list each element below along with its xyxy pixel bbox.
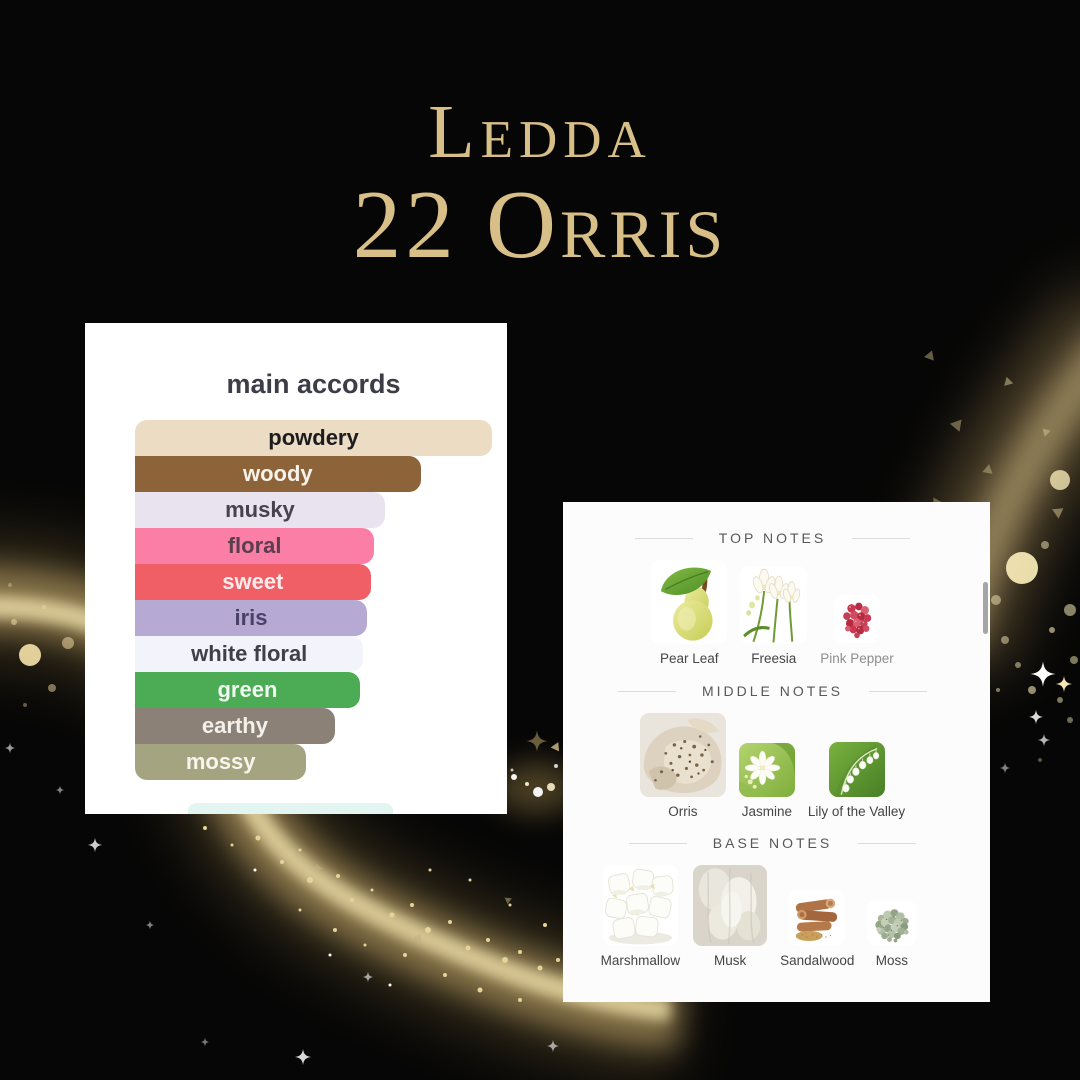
- marshmallow-icon: [603, 865, 678, 946]
- accord-bar-floral: [135, 528, 374, 564]
- accord-bar-powdery: [135, 420, 492, 456]
- note-label: Marshmallow: [600, 953, 681, 968]
- note-item-sandalwood: [780, 890, 854, 968]
- accord-bar-white-floral: [135, 636, 363, 672]
- accords-bar-chart: [135, 420, 492, 780]
- section-title: MIDDLE NOTES: [701, 683, 843, 699]
- note-label: Pink Pepper: [820, 651, 894, 666]
- header-divider: [858, 843, 916, 844]
- note-item-moss: [867, 900, 916, 968]
- accord-label: musky: [225, 497, 295, 522]
- section-title: TOP NOTES: [718, 530, 827, 546]
- header-divider: [869, 691, 927, 692]
- note-label: Pear Leaf: [659, 651, 719, 666]
- note-label: Orris: [668, 804, 698, 819]
- base-notes-header: [563, 835, 982, 851]
- note-item-marshmallow: [601, 865, 681, 968]
- note-label: Musk: [713, 953, 747, 968]
- accord-label: earthy: [201, 713, 268, 738]
- top-notes-row: [563, 560, 982, 666]
- note-item-freesia: [740, 566, 807, 666]
- note-label: Lily of the Valley: [807, 804, 906, 819]
- note-item-pink-pepper: [820, 595, 894, 666]
- partial-next-accord-bar: [188, 803, 393, 814]
- header-divider: [618, 691, 676, 692]
- brand-name: Ledda: [428, 90, 652, 174]
- accord-bar-earthy: [135, 708, 335, 744]
- accord-label: iris: [234, 605, 268, 630]
- base-notes-section: [563, 835, 982, 968]
- note-label: Sandalwood: [780, 953, 855, 968]
- notes-scrollbar-thumb[interactable]: [983, 582, 988, 634]
- lily-of-the-valley-icon: [829, 742, 885, 797]
- musk-icon: [693, 865, 767, 946]
- product-name: 22 Orris: [352, 171, 728, 278]
- accord-label: sweet: [222, 569, 284, 594]
- base-notes-row: [549, 865, 968, 968]
- accords-title: main accords: [226, 369, 401, 399]
- accord-bar-sweet: [135, 564, 371, 600]
- title-block: [0, 0, 1080, 278]
- pink-pepper-icon: [834, 595, 880, 643]
- note-item-musk: [693, 865, 767, 968]
- note-item-orris: [640, 713, 726, 819]
- jasmine-icon: [739, 743, 795, 797]
- top-notes-header: [563, 530, 982, 546]
- accord-label: mossy: [185, 749, 256, 774]
- accord-bar-green: [135, 672, 360, 708]
- accord-bar-woody: [135, 456, 421, 492]
- header-divider: [629, 843, 687, 844]
- orris-root-icon: [640, 713, 726, 797]
- note-item-jasmine: [739, 743, 795, 819]
- fragrance-notes-panel: [563, 502, 990, 1002]
- accord-label: powdery: [268, 425, 359, 450]
- header-divider: [635, 538, 693, 539]
- note-label: Moss: [875, 953, 909, 968]
- accord-bar-musky: [135, 492, 385, 528]
- main-accords-panel: [85, 323, 507, 814]
- middle-notes-row: [563, 713, 982, 819]
- note-label: Jasmine: [741, 804, 792, 819]
- note-item-lily-of-the-valley: [808, 742, 905, 819]
- accord-label: floral: [227, 533, 282, 558]
- sandalwood-icon: [789, 890, 845, 946]
- note-item-pear-leaf: [651, 560, 727, 666]
- pear-leaf-icon: [651, 560, 727, 644]
- middle-notes-header: [563, 683, 982, 699]
- accord-bar-iris: [135, 600, 367, 636]
- section-title: BASE NOTES: [712, 835, 833, 851]
- accord-label: woody: [242, 461, 313, 486]
- accord-label: white floral: [191, 641, 308, 666]
- top-notes-section: [563, 530, 982, 666]
- moss-icon: [867, 900, 916, 946]
- middle-notes-section: [563, 683, 982, 819]
- freesia-icon: [740, 566, 807, 644]
- header-divider: [852, 538, 910, 539]
- note-label: Freesia: [751, 651, 797, 666]
- accord-bar-mossy: [135, 744, 306, 780]
- accord-label: green: [217, 677, 278, 702]
